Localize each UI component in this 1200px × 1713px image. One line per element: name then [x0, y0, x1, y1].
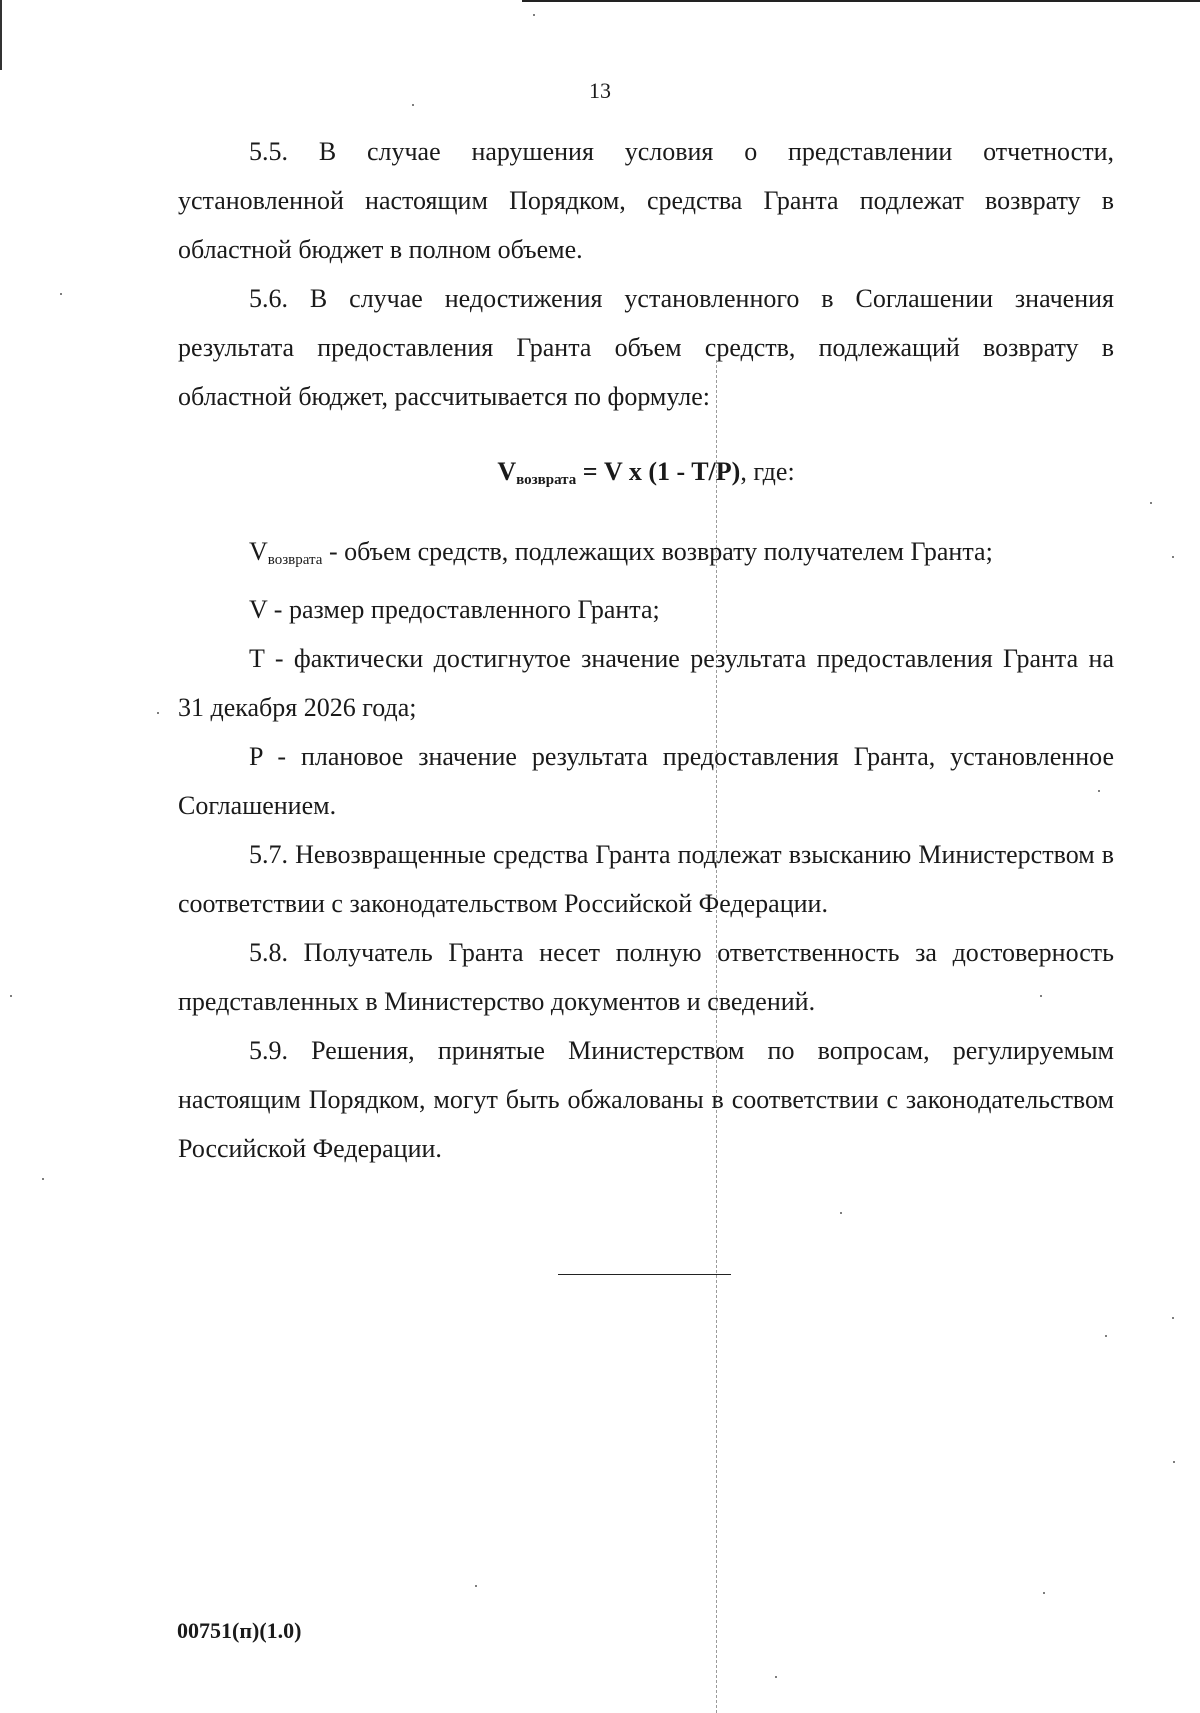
definition-p: P - плановое значение результата предоставления Гранта, установленное Соглашением.	[178, 742, 1114, 820]
paragraph-5-8: 5.8. Получатель Гранта несет полную ответственность за достоверность представленных в Министерство документов и сведений.	[178, 938, 1114, 1016]
scan-speck	[475, 1585, 477, 1587]
scan-speck	[1040, 995, 1042, 997]
scan-speck	[1098, 790, 1100, 792]
scan-speck	[42, 1178, 44, 1180]
scan-speck	[157, 712, 159, 714]
scan-speck	[840, 1212, 842, 1214]
paragraph-5-7: 5.7. Невозвращенные средства Гранта подлежат взысканию Министерством в соответствии с законодательством Российской Федерации.	[178, 840, 1114, 918]
paragraph-5-9: 5.9. Решения, принятые Министерством по вопросам, регулируемым настоящим Порядком, могут быть обжалованы в соответствии с законодательством Российской Федерации.	[178, 1036, 1114, 1163]
definition-v-return-text: - объем средств, подлежащих возврату получателем Гранта;	[322, 537, 993, 566]
scan-speck	[60, 293, 62, 295]
scan-speck	[1173, 1461, 1175, 1463]
page-number: 13	[589, 78, 611, 103]
formula-subscript: возврата	[516, 472, 577, 488]
definition-v-return-symbol: V	[249, 537, 268, 566]
scan-speck	[533, 14, 535, 16]
scan-top-edge	[522, 0, 1200, 2]
formula-where: , где:	[740, 457, 795, 486]
formula-expression: = V x (1 - T/P)	[576, 457, 741, 486]
scan-speck	[10, 995, 12, 997]
paragraph-5-6: 5.6. В случае недостижения установленного в Соглашении значения результата предоставления Гранта объем средств, подлежащий возврату в областной бюджет, рассчитывается по формуле:	[178, 284, 1114, 411]
scan-speck	[1172, 556, 1174, 558]
document-code: 00751(п)(1.0)	[177, 1618, 302, 1643]
scan-speck	[1150, 502, 1152, 504]
scan-left-edge	[0, 0, 2, 70]
paragraph-5-5: 5.5. В случае нарушения условия о представлении отчетности, установленной настоящим Порядком, средства Гранта подлежат возврату в областной бюджет в полном объеме.	[178, 137, 1114, 264]
scan-speck	[412, 104, 414, 106]
return-formula	[178, 447, 1114, 505]
end-separator-line	[558, 1274, 731, 1275]
definition-v-return	[178, 527, 1114, 585]
scan-speck	[1105, 1335, 1107, 1337]
formula-symbol-v: V	[497, 457, 517, 486]
scan-speck	[1043, 1592, 1045, 1594]
scan-speck	[1172, 1317, 1174, 1319]
definition-v: V - размер предоставленного Гранта;	[249, 595, 660, 624]
scan-speck	[775, 1676, 777, 1678]
definition-v-return-subscript: возврата	[267, 552, 323, 568]
document-body	[178, 127, 1114, 1173]
definition-t: T - фактически достигнутое значение результата предоставления Гранта на 31 декабря 2026 года;	[178, 644, 1114, 722]
